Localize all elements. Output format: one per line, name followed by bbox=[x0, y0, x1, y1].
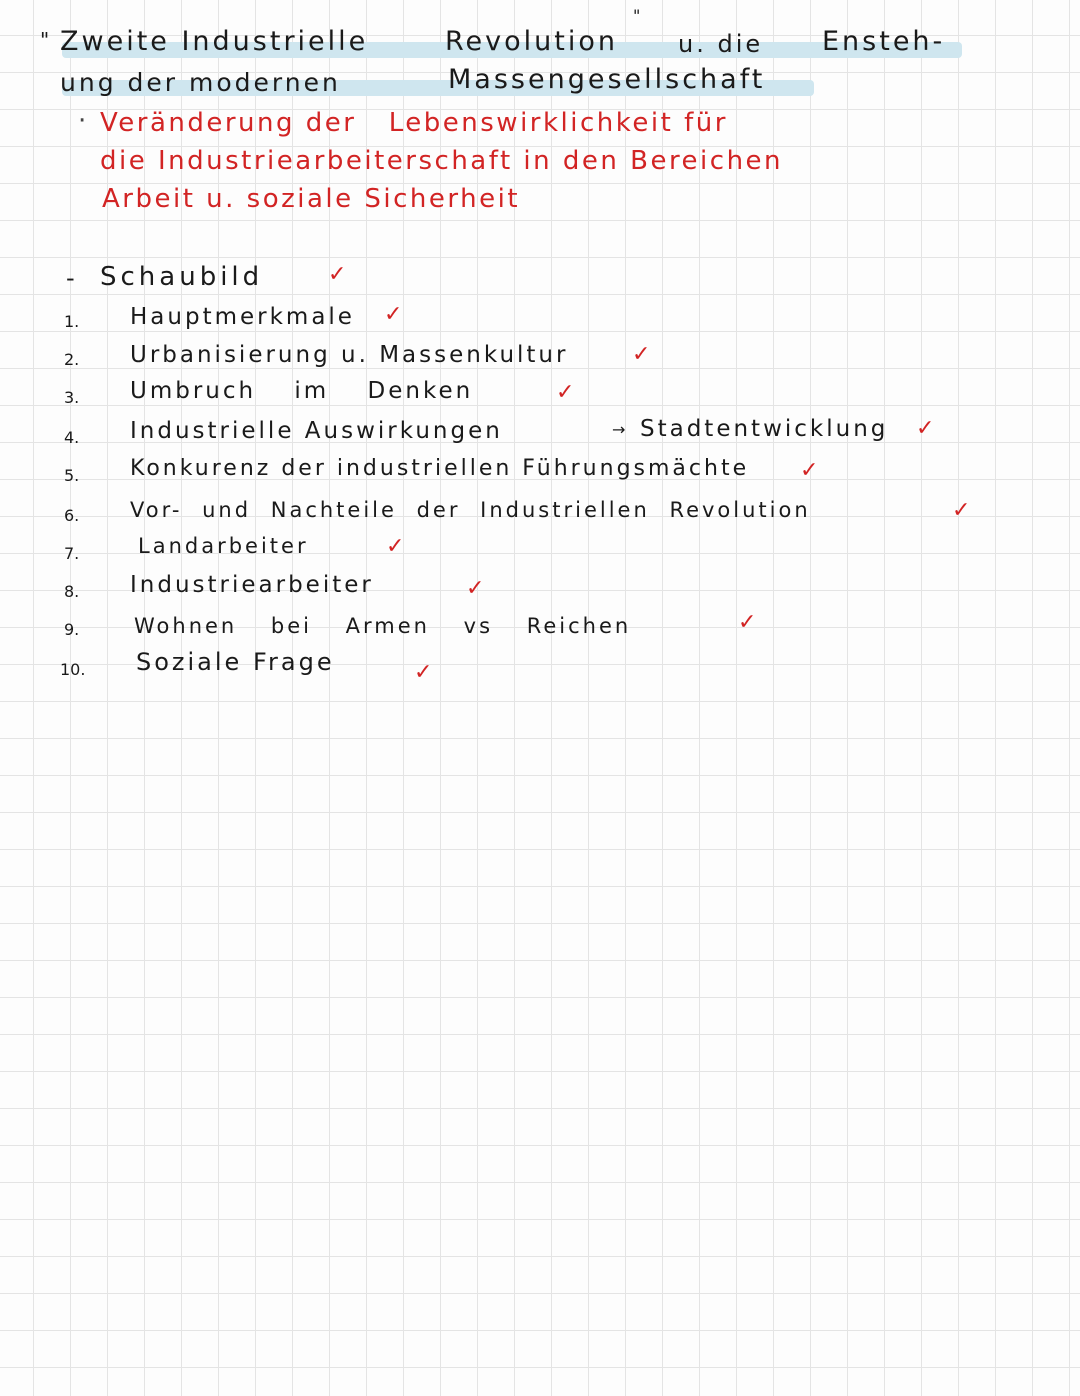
subtitle-line-1: Veränderung der Lebenswirklichkeit für bbox=[100, 108, 728, 138]
item-6-text: Vor- und Nachteile der Industriellen Revolution bbox=[130, 498, 811, 522]
item-10-text: Soziale Frage bbox=[136, 648, 335, 676]
subtitle-line-2: die Industriearbeiterschaft in den Bereichen bbox=[100, 146, 784, 176]
schaubild-check-icon: ✓ bbox=[328, 262, 347, 287]
item-6-check-icon: ✓ bbox=[952, 498, 971, 523]
heading-open-quote: " bbox=[40, 28, 53, 52]
heading-part-6: Massengesellschaft bbox=[448, 64, 766, 95]
item-2-check-icon: ✓ bbox=[632, 342, 651, 367]
item-5-text: Konkurenz der industriellen Führungsmächte bbox=[130, 456, 750, 481]
item-1-number: 1. bbox=[64, 312, 80, 331]
item-7-text: Landarbeiter bbox=[138, 534, 309, 558]
item-4-extra: Stadtentwicklung bbox=[640, 416, 889, 442]
item-1-text: Hauptmerkmale bbox=[130, 304, 355, 330]
item-9-text: Wohnen bei Armen vs Reichen bbox=[134, 614, 632, 638]
item-2-text: Urbanisierung u. Massenkultur bbox=[130, 342, 569, 368]
item-4-number: 4. bbox=[64, 428, 80, 447]
subtitle-bullet: · bbox=[78, 106, 87, 136]
item-4-check-icon: ✓ bbox=[916, 416, 935, 441]
item-4-text: Industrielle Auswirkungen bbox=[130, 418, 503, 444]
item-3-check-icon: ✓ bbox=[556, 380, 575, 405]
item-1-check-icon: ✓ bbox=[384, 302, 403, 327]
item-7-number: 7. bbox=[64, 544, 80, 563]
subtitle-line-3: Arbeit u. soziale Sicherheit bbox=[102, 184, 521, 214]
item-10-number: 10. bbox=[60, 660, 86, 679]
schaubild-dash: - bbox=[66, 264, 78, 292]
heading-part-4: Ensteh- bbox=[822, 26, 946, 57]
item-3-text: Umbruch im Denken bbox=[130, 378, 474, 404]
heading-part-5: ung der modernen bbox=[60, 68, 341, 97]
item-2-number: 2. bbox=[64, 350, 80, 369]
item-3-number: 3. bbox=[64, 388, 80, 407]
item-10-check-icon: ✓ bbox=[414, 660, 433, 685]
item-5-check-icon: ✓ bbox=[800, 458, 819, 483]
item-7-check-icon: ✓ bbox=[386, 534, 405, 559]
heading-part-2: Revolution bbox=[445, 26, 618, 57]
item-8-check-icon: ✓ bbox=[466, 576, 485, 601]
heading-close-quote: " bbox=[633, 6, 644, 25]
schaubild-label: Schaubild bbox=[100, 262, 264, 292]
heading-part-1: Zweite Industrielle bbox=[60, 26, 369, 57]
item-6-number: 6. bbox=[64, 506, 80, 525]
item-5-number: 5. bbox=[64, 466, 80, 485]
item-4-arrow-icon: → bbox=[612, 420, 629, 439]
item-8-number: 8. bbox=[64, 582, 80, 601]
heading-part-3: u. die bbox=[678, 30, 764, 58]
item-8-text: Industriearbeiter bbox=[130, 572, 374, 598]
item-9-check-icon: ✓ bbox=[738, 610, 757, 635]
item-9-number: 9. bbox=[64, 620, 80, 639]
